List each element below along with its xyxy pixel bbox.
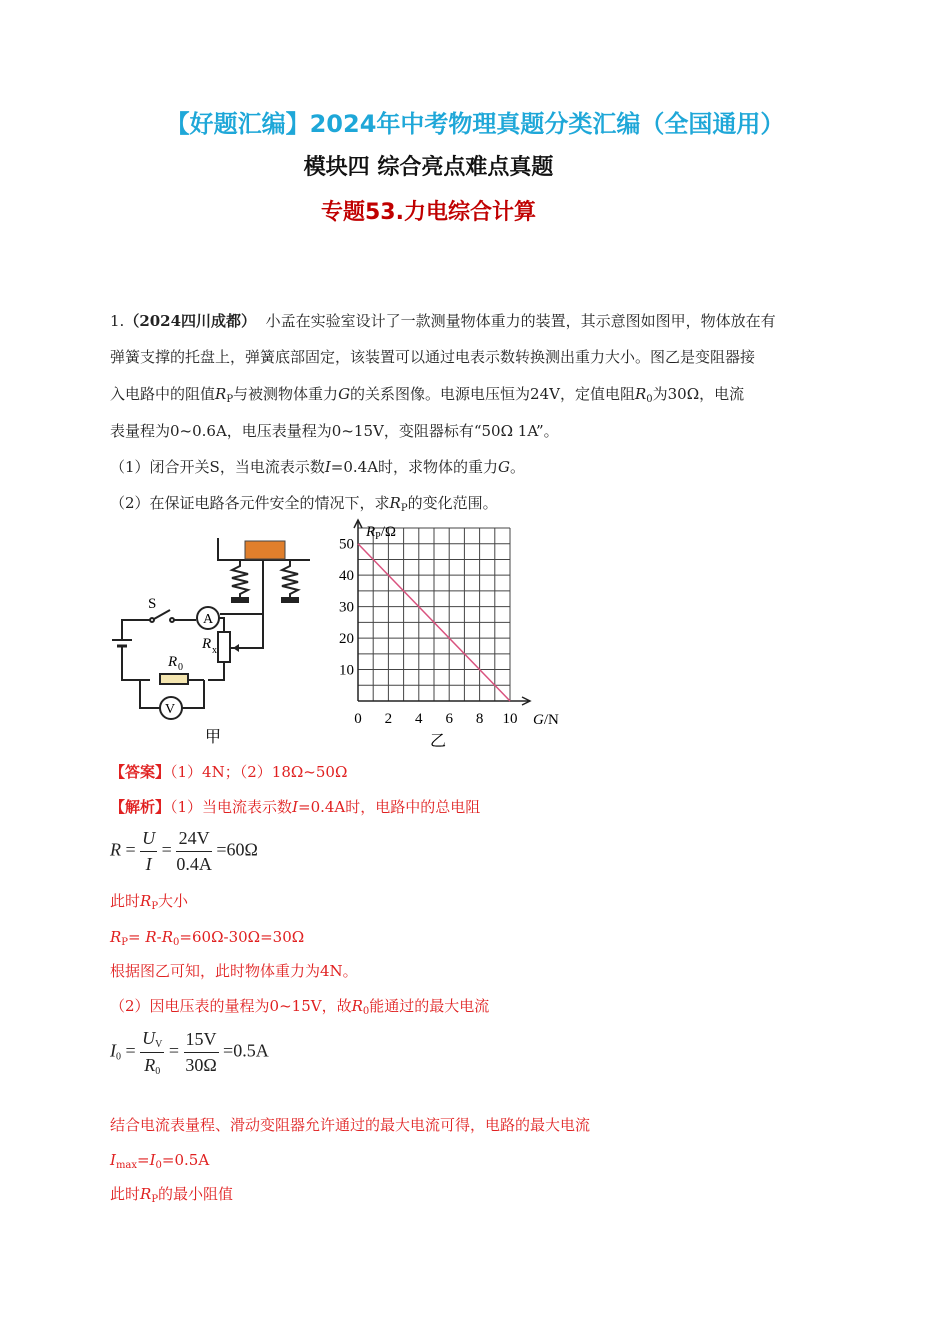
solution-line-1: 【解析】（1）当电流表示数I=0.4A时，电路中的总电阻: [110, 798, 481, 816]
solution-line-3: $R_P= R-R_0=60\Omega-30\Omega=30\Omega$: [110, 928, 305, 948]
voltmeter-label: V: [165, 702, 176, 717]
switch-blade: [154, 610, 170, 619]
y-tick-label: 50: [339, 536, 354, 553]
chart-ylabel: $R_P/\Omega$: [366, 524, 397, 542]
solution-line-7: $I_{max}=I_0=0.5A$: [110, 1151, 210, 1171]
question-line-4: 表量程为0~0.6A，电压表量程为0~15V，变阻器标有“50Ω 1A”。: [110, 422, 559, 440]
y-tick-label: 20: [339, 631, 354, 648]
x-tick-label: 10: [502, 711, 518, 727]
document-title: 【好题汇编】2024年中考物理真题分类汇编（全国通用）: [165, 110, 785, 138]
r0-label: R: [168, 654, 178, 670]
formula-max-current: $I_0$ = $\frac{U_V}{R_0}$ = $\frac{15V}{30\Omega}$ =0.5A: [110, 1028, 269, 1077]
answer-tag: 【答案】: [110, 763, 171, 781]
right-spring: [282, 560, 298, 600]
right-spring-base: [282, 598, 298, 602]
r0-body: [160, 674, 188, 684]
question-line-3: 入电路中的阻值$R_P$与被测物体重力G的关系图像。电源电压恒为24V，定值电阻$R_0$为30Ω，电流: [110, 385, 745, 405]
x-tick-label: 0: [354, 711, 362, 727]
question-line-2: 弹簧支撑的托盘上，弹簧底部固定，该装置可以通过电表示数转换测出重力大小。图乙是变阻器接: [110, 348, 756, 366]
question-source: （2024四川成都）: [124, 312, 257, 330]
question-part-1: （1）闭合开关S，当电流表示数I=0.4A时，求物体的重力G。: [110, 458, 526, 476]
x-tick-label: 8: [475, 711, 484, 727]
figure-jia-caption: 甲: [205, 727, 222, 746]
figure-jia-circuit: [100, 528, 310, 750]
left-spring: [232, 560, 248, 600]
chart-grid: [358, 528, 510, 701]
answer-text: （1）4N；（2）18Ω~50Ω: [170, 763, 348, 781]
rx-body: [218, 632, 230, 662]
question-part-2: （2）在保证电路各元件安全的情况下，求$R_P$的变化范围。: [110, 494, 498, 514]
solution-line-5: （2）因电压表的量程为0~15V，故$R_0$能通过的最大电流: [110, 997, 490, 1017]
x-tick-label: 4: [415, 711, 423, 727]
y-tick-label: 40: [339, 568, 354, 585]
question-line-1: 1.（2024四川成都） 小孟在实验室设计了一款测量物体重力的装置，其示意图如图甲，物体放在有: [110, 312, 776, 330]
solution-line-6: 结合电流表量程、滑动变阻器允许通过的最大电流可得，电路的最大电流: [110, 1116, 591, 1134]
rx-label: R: [202, 636, 212, 652]
module-title: 模块四 综合亮点难点真题: [303, 155, 554, 180]
solution-tag: 【解析】: [110, 798, 171, 816]
x-tick-label: 2: [384, 711, 393, 727]
weighed-object: [245, 541, 285, 559]
r0-subscript: 0: [178, 662, 183, 673]
topic-title: 专题53.力电综合计算: [321, 200, 536, 225]
rx-subscript: x: [212, 645, 217, 656]
chart-ticks: [339, 537, 518, 727]
y-tick-label: 10: [339, 662, 354, 679]
chart-axes: [354, 520, 530, 705]
formula-total-resistance: R = $\frac{U}{I}$ = $\frac{24V}{0.4A}$ =60Ω: [110, 828, 258, 874]
switch-label: S: [148, 596, 157, 612]
left-spring-base: [232, 598, 248, 602]
figure-yi-chart: [330, 518, 580, 754]
y-tick-label: 30: [339, 599, 354, 616]
question-number: 1.: [110, 312, 125, 330]
answer-line: [110, 762, 347, 782]
solution-line-8: 此时$R_P$的最小阻值: [110, 1185, 234, 1205]
solution-line-4: 根据图乙可知，此时物体重力为4N。: [110, 962, 358, 980]
figure-yi-caption: 乙: [430, 731, 447, 750]
solution-line-2: 此时$R_P$大小: [110, 892, 189, 912]
chart-xlabel: G/N: [533, 712, 559, 728]
x-tick-label: 6: [445, 711, 453, 727]
ammeter-label: A: [203, 612, 214, 627]
